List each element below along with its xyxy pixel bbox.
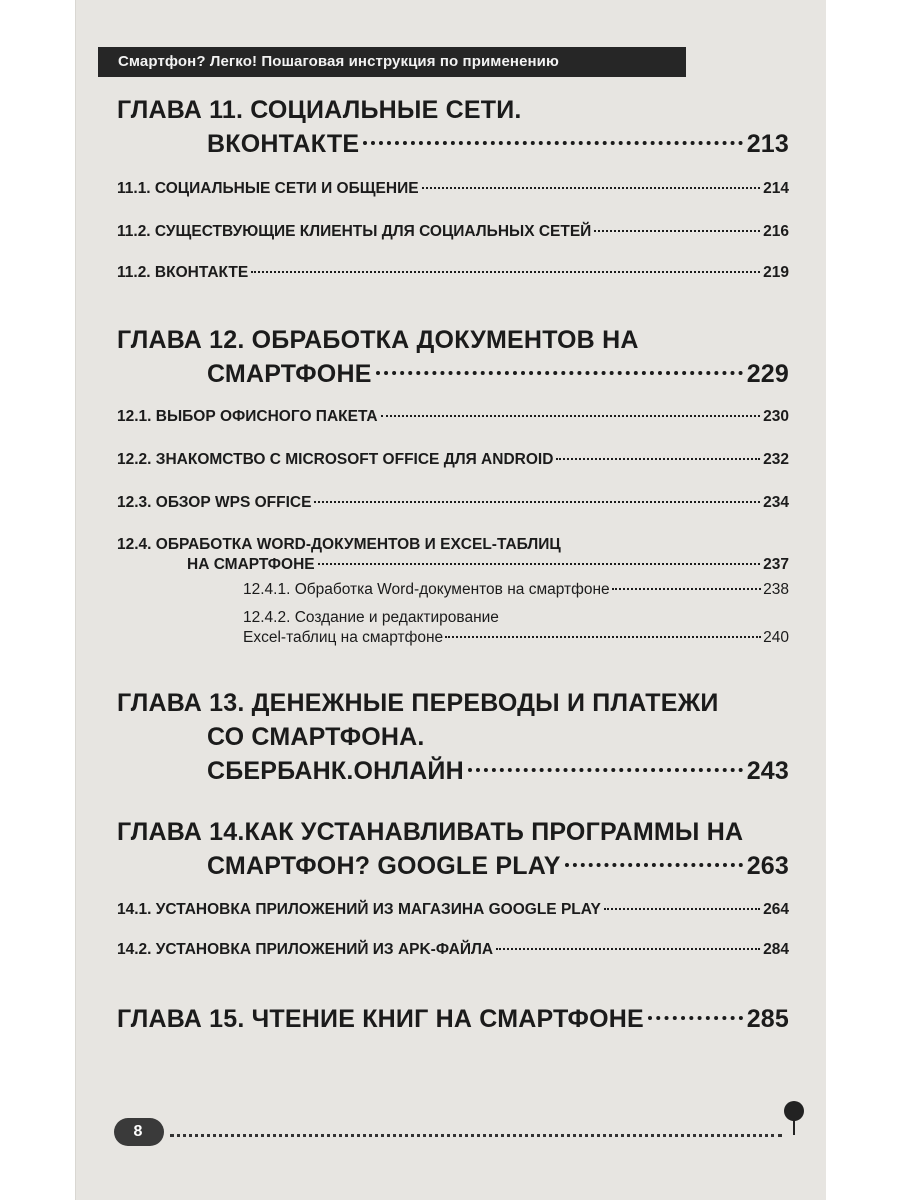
toc-section-11-2[interactable] <box>117 222 789 242</box>
toc-chapter-13[interactable] <box>117 686 789 788</box>
toc-subsection-12-4-2[interactable] <box>243 608 789 648</box>
dot-leader <box>318 563 761 565</box>
section-title: 14.1. УСТАНОВКА ПРИЛОЖЕНИЙ ИЗ МАГАЗИНА GOOGLE PLAY <box>117 901 601 918</box>
chapter-title-line: СМАРТФОН? GOOGLE PLAY <box>207 852 561 880</box>
section-title: 11.2. ВКОНТАКТЕ <box>117 264 249 281</box>
chapter-page-number: 243 <box>746 757 789 785</box>
chapter-title-line: ГЛАВА 11. СОЦИАЛЬНЫЕ СЕТИ. <box>117 96 522 124</box>
section-title: 12.2. ЗНАКОМСТВО С MICROSOFT OFFICE ДЛЯ ANDROID <box>117 451 554 468</box>
section-title-continued: НА СМАРТФОНЕ <box>187 556 315 573</box>
toc-section-11-2b[interactable] <box>117 263 789 283</box>
section-title: 12.3. ОБЗОР WPS OFFICE <box>117 494 312 511</box>
section-title: 11.1. СОЦИАЛЬНЫЕ СЕТИ И ОБЩЕНИЕ <box>117 180 419 197</box>
dot-leader <box>376 371 743 375</box>
chapter-title-line: ВКОНТАКТЕ <box>207 130 360 158</box>
footer-pin-stem <box>793 1119 795 1135</box>
footer-dot-line <box>170 1134 782 1137</box>
chapter-title-line: ГЛАВА 14.КАК УСТАНАВЛИВАТЬ ПРОГРАММЫ НА <box>117 818 744 846</box>
section-title: 12.1. ВЫБОР ОФИСНОГО ПАКЕТА <box>117 408 378 425</box>
dot-leader <box>445 636 761 638</box>
toc-chapter-11[interactable] <box>117 93 789 161</box>
page-number-badge <box>114 1118 164 1146</box>
section-page-number: 284 <box>763 941 789 958</box>
section-page-number: 219 <box>763 264 789 281</box>
toc-chapter-12[interactable] <box>117 323 789 391</box>
toc-subsection-12-4-1[interactable] <box>243 580 789 600</box>
dot-leader <box>565 863 743 867</box>
chapter-page-number: 229 <box>746 360 789 388</box>
chapter-title-line: ГЛАВА 12. ОБРАБОТКА ДОКУМЕНТОВ НА <box>117 326 639 354</box>
subsection-title: 12.4.2. Создание и редактирование <box>243 609 499 626</box>
section-page-number: 264 <box>763 901 789 918</box>
chapter-title-line: СБЕРБАНК.ОНЛАЙН <box>207 757 464 785</box>
chapter-title-line: ГЛАВА 13. ДЕНЕЖНЫЕ ПЕРЕВОДЫ И ПЛАТЕЖИ <box>117 689 719 717</box>
dot-leader <box>381 415 761 417</box>
dot-leader <box>496 948 760 950</box>
chapter-title-line: СМАРТФОНЕ <box>207 360 372 388</box>
toc-section-12-3[interactable] <box>117 493 789 513</box>
dot-leader <box>612 588 761 590</box>
section-page-number: 216 <box>763 223 789 240</box>
subsection-title-continued: Excel-таблиц на смартфоне <box>243 629 444 646</box>
toc-section-11-1[interactable] <box>117 179 789 199</box>
dot-leader <box>363 141 742 145</box>
toc-chapter-15[interactable] <box>117 1002 789 1036</box>
section-page-number: 230 <box>763 408 789 425</box>
section-title: 12.4. ОБРАБОТКА WORD-ДОКУМЕНТОВ И EXCEL-ТАБЛИЦ <box>117 536 561 553</box>
dot-leader <box>556 458 760 460</box>
dot-leader <box>604 908 760 910</box>
section-page-number: 214 <box>763 180 789 197</box>
toc-chapter-14[interactable] <box>117 815 789 883</box>
toc-section-12-4[interactable] <box>117 535 789 575</box>
dot-leader <box>648 1016 743 1020</box>
footer-pin-icon <box>784 1101 804 1121</box>
toc-section-14-2[interactable] <box>117 940 789 960</box>
section-page-number: 237 <box>763 556 789 573</box>
chapter-title-line: СО СМАРТФОНА. <box>207 723 425 751</box>
running-header-title: Смартфон? Легко! Пошаговая инструкция по применению <box>118 53 559 70</box>
dot-leader <box>422 187 761 189</box>
subsection-page-number: 240 <box>763 629 789 646</box>
toc-section-12-2[interactable] <box>117 450 789 470</box>
dot-leader <box>594 230 760 232</box>
chapter-page-number: 263 <box>746 852 789 880</box>
toc-section-14-1[interactable] <box>117 900 789 920</box>
page-number: 8 <box>133 1123 143 1140</box>
subsection-page-number: 238 <box>763 581 789 598</box>
dot-leader <box>251 271 760 273</box>
dot-leader <box>468 768 743 772</box>
chapter-page-number: 213 <box>746 130 789 158</box>
section-title: 11.2. СУЩЕСТВУЮЩИЕ КЛИЕНТЫ ДЛЯ СОЦИАЛЬНЫХ СЕТЕЙ <box>117 223 592 240</box>
chapter-page-number: 285 <box>746 1005 789 1033</box>
chapter-title-line: ГЛАВА 15. ЧТЕНИЕ КНИГ НА СМАРТФОНЕ <box>117 1005 644 1033</box>
toc-section-12-1[interactable] <box>117 407 789 427</box>
section-page-number: 234 <box>763 494 789 511</box>
section-title: 14.2. УСТАНОВКА ПРИЛОЖЕНИЙ ИЗ APK-ФАЙЛА <box>117 941 494 958</box>
dot-leader <box>314 501 760 503</box>
subsection-title: 12.4.1. Обработка Word-документов на смартфоне <box>243 581 610 598</box>
section-page-number: 232 <box>763 451 789 468</box>
